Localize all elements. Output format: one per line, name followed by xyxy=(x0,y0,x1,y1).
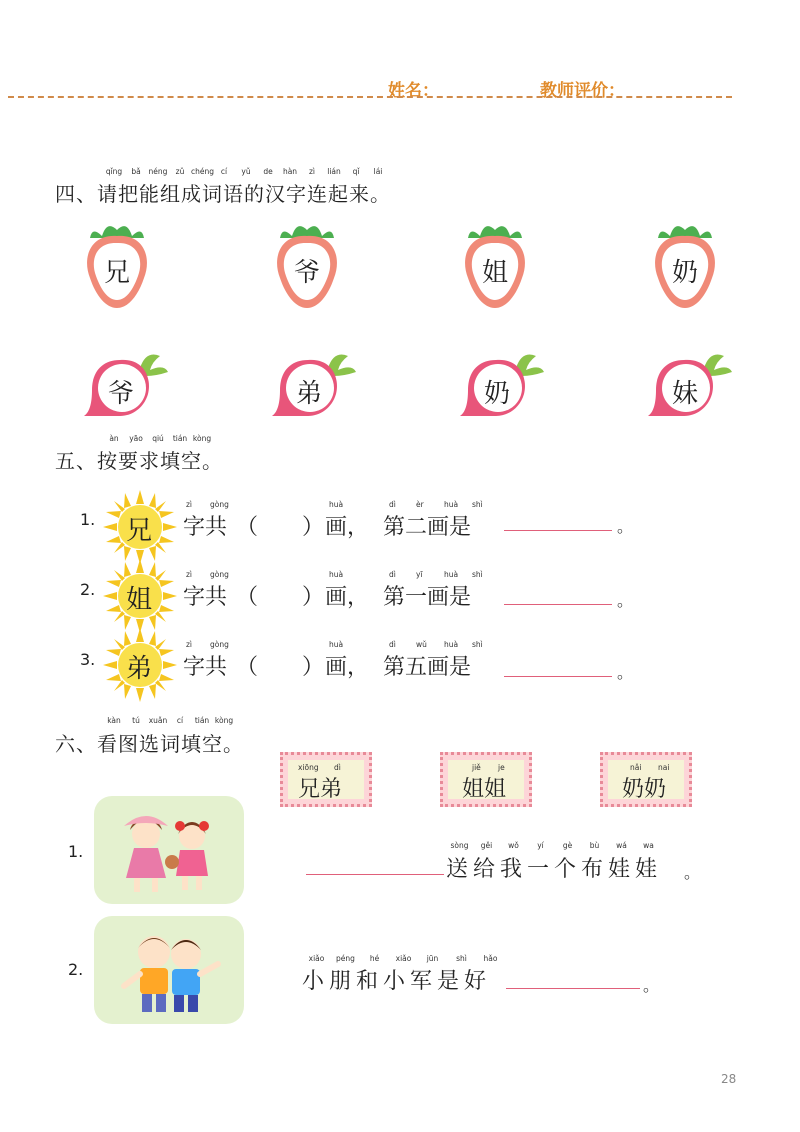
pinyin: dì xyxy=(389,640,396,649)
pinyin: jūn xyxy=(426,954,439,963)
stroke-question: 第五画是 xyxy=(383,655,472,680)
pinyin: zǔ xyxy=(175,167,185,176)
pinyin: qiú xyxy=(152,434,164,443)
stroke-question: 第二画是 xyxy=(383,515,472,540)
strawberry-card-3[interactable] xyxy=(460,218,530,310)
answer-blank[interactable] xyxy=(504,530,612,531)
pinyin: qǐng xyxy=(105,167,123,176)
question-number: 2. xyxy=(68,960,84,979)
fruit-char: 奶 xyxy=(672,258,699,288)
pinyin: gòng xyxy=(210,500,229,509)
picture-card-1 xyxy=(94,796,244,904)
fruit-char: 兄 xyxy=(104,258,131,288)
pinyin: jiě xyxy=(472,763,481,772)
pinyin: cí xyxy=(220,167,228,176)
paren-blank[interactable]: （ ） xyxy=(236,655,325,680)
stroke-count-label: 字共 xyxy=(183,515,228,540)
section6-title: 六、看图选词填空。 xyxy=(55,732,244,756)
pinyin: xuǎn xyxy=(148,716,168,725)
stroke-count-label: 字共 xyxy=(183,655,228,680)
period: 。 xyxy=(684,863,701,882)
section4-title: 四、请把能组成词语的汉字连起来。 xyxy=(55,182,391,206)
period: 。 xyxy=(617,663,634,682)
stroke-count-label: 字共 xyxy=(183,585,228,610)
pinyin: kòng xyxy=(214,716,234,725)
hua-label: 画， xyxy=(325,585,370,610)
pinyin: huà xyxy=(444,570,459,579)
pinyin: shì xyxy=(472,500,483,509)
word-option-2[interactable] xyxy=(440,752,532,807)
pinyin: tián xyxy=(194,716,210,725)
pinyin: lái xyxy=(373,167,383,176)
pinyin: huà xyxy=(329,500,344,509)
pinyin: shì xyxy=(472,640,483,649)
q2-pinyin xyxy=(302,954,505,963)
pinyin: nai xyxy=(658,763,670,772)
word-option-bg xyxy=(448,760,524,802)
pinyin: je xyxy=(498,763,505,772)
pinyin: bù xyxy=(589,841,600,850)
sun-char: 兄 xyxy=(126,516,153,546)
word-option-bg xyxy=(288,760,364,802)
pinyin: wá xyxy=(616,841,627,850)
pinyin: shì xyxy=(456,954,467,963)
pinyin: nǎi xyxy=(630,763,642,772)
answer-blank[interactable] xyxy=(506,988,640,989)
paren-blank[interactable]: （ ） xyxy=(236,585,325,610)
answer-blank[interactable] xyxy=(504,676,612,677)
row-number: 2. xyxy=(80,580,96,599)
section5-pinyin xyxy=(103,434,213,443)
question-number: 1. xyxy=(68,842,84,861)
q1-pinyin xyxy=(446,841,662,850)
radish-card-1[interactable] xyxy=(80,350,170,418)
radish-card-4[interactable] xyxy=(644,350,734,418)
period: 。 xyxy=(643,976,660,995)
pinyin: èr xyxy=(416,500,424,509)
answer-blank[interactable] xyxy=(306,874,444,875)
strawberry-card-1[interactable] xyxy=(82,218,152,310)
boys-illustration xyxy=(94,916,244,1024)
radish-card-2[interactable] xyxy=(268,350,358,418)
row-number: 3. xyxy=(80,650,96,669)
pinyin: sòng xyxy=(450,841,469,850)
pinyin: huà xyxy=(329,570,344,579)
pinyin: huà xyxy=(444,500,459,509)
pinyin: zì xyxy=(186,640,193,649)
hua-label: 画， xyxy=(325,655,370,680)
section6-pinyin xyxy=(103,716,235,725)
pinyin: dì xyxy=(389,500,396,509)
fruit-char: 妹 xyxy=(672,379,699,409)
pinyin: tú xyxy=(132,716,140,725)
pinyin: wǒ xyxy=(508,841,519,850)
word-option-text: 兄弟 xyxy=(298,777,343,802)
hua-label: 画， xyxy=(325,515,370,540)
pinyin: wǔ xyxy=(416,640,427,649)
pinyin: kòng xyxy=(192,434,212,443)
paren-blank[interactable]: （ ） xyxy=(236,515,325,540)
pinyin: xiǎo xyxy=(395,954,412,963)
word-option-bg xyxy=(608,760,684,802)
page-number: 28 xyxy=(721,1072,737,1086)
stroke-question: 第一画是 xyxy=(383,585,472,610)
pinyin: gòng xyxy=(210,570,229,579)
word-option-text: 姐姐 xyxy=(462,777,507,802)
fruit-char: 爷 xyxy=(108,379,135,409)
section5-title: 五、按要求填空。 xyxy=(55,449,223,473)
pinyin: huà xyxy=(444,640,459,649)
pinyin: gěi xyxy=(480,841,493,850)
pinyin: dì xyxy=(334,763,341,772)
pinyin: néng xyxy=(148,167,168,176)
word-option-text: 奶奶 xyxy=(622,777,667,802)
row-number: 1. xyxy=(80,510,96,529)
picture-card-2 xyxy=(94,916,244,1024)
pinyin: chéng xyxy=(191,167,215,176)
pinyin: zì xyxy=(186,500,193,509)
pinyin: dì xyxy=(389,570,396,579)
pinyin: cí xyxy=(176,716,184,725)
girls-illustration xyxy=(94,796,244,904)
pinyin: gè xyxy=(562,841,573,850)
word-option-3[interactable] xyxy=(600,752,692,807)
pinyin: yǔ xyxy=(241,167,251,176)
q1-sentence: 送给我一个布娃娃 xyxy=(446,857,663,882)
pinyin: yí xyxy=(537,841,544,850)
period: 。 xyxy=(617,517,634,536)
pinyin: bǎ xyxy=(131,167,141,176)
fruit-char: 弟 xyxy=(296,379,323,409)
strawberry-card-2[interactable] xyxy=(272,218,342,310)
pinyin: kàn xyxy=(107,716,121,725)
fruit-char: 奶 xyxy=(484,379,511,409)
pinyin: huà xyxy=(329,640,344,649)
pinyin: shì xyxy=(472,570,483,579)
pinyin: zì xyxy=(308,167,316,176)
pinyin: péng xyxy=(336,954,355,963)
fruit-char: 姐 xyxy=(482,258,509,288)
sun-char: 姐 xyxy=(126,585,153,615)
q2-sentence: 小朋和小军是好 xyxy=(302,969,492,994)
pinyin: hǎo xyxy=(483,954,498,963)
pinyin: hàn xyxy=(282,167,298,176)
pinyin: yāo xyxy=(129,434,143,443)
answer-blank[interactable] xyxy=(504,604,612,605)
pinyin: de xyxy=(263,167,273,176)
pinyin: zì xyxy=(186,570,193,579)
pinyin: gòng xyxy=(210,640,229,649)
pinyin: tián xyxy=(172,434,188,443)
section4-pinyin xyxy=(103,167,389,176)
radish-card-3[interactable] xyxy=(456,350,546,418)
pinyin: qǐ xyxy=(352,167,360,176)
pinyin: hé xyxy=(369,954,380,963)
sun-char: 弟 xyxy=(126,654,153,684)
header-divider xyxy=(8,96,732,98)
fruit-char: 爷 xyxy=(294,258,321,288)
pinyin: àn xyxy=(109,434,119,443)
pinyin: xiǎo xyxy=(308,954,325,963)
teacher-eval-label: 教师评价： xyxy=(540,81,625,101)
name-label: 姓名： xyxy=(388,81,439,101)
word-option-1[interactable] xyxy=(280,752,372,807)
pinyin: lián xyxy=(327,167,341,176)
pinyin: wa xyxy=(643,841,654,850)
pinyin: yī xyxy=(416,570,423,579)
period: 。 xyxy=(617,591,634,610)
pinyin: xiōng xyxy=(298,763,319,772)
strawberry-card-4[interactable] xyxy=(650,218,720,310)
